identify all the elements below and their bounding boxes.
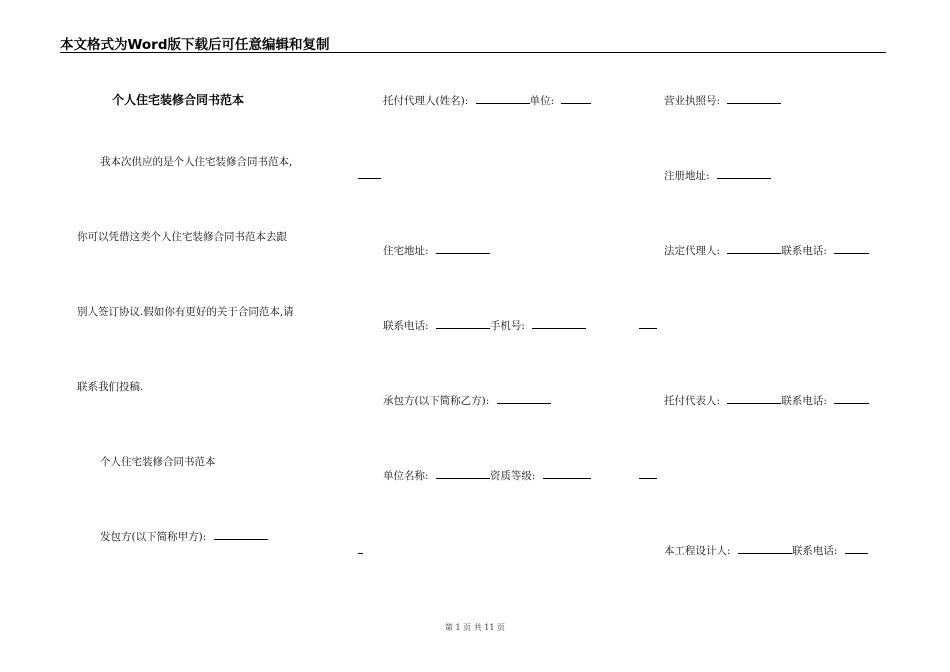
rep-field [664,394,869,408]
grade-label: 资质等级: [489,470,536,482]
reg-address-field [664,169,771,183]
rep-phone-blank [834,394,869,404]
mobile-label: 手机号: [489,320,525,332]
legal-rep-blank [727,244,781,254]
party-a-field [100,530,268,544]
unit-blank [561,94,591,104]
designer-phone-label: 联系电话: [791,545,838,557]
document-header: 本文格式为Word版下载后可任意编辑和复制 [60,37,330,53]
unit-name-field [383,469,591,483]
address-label: 住宅地址: [383,245,429,257]
document-title: 个人住宅装修合同书范本 [112,93,245,107]
intro-line-4: 联系我们投稿. [77,381,144,393]
party-a-label: 发包方(以下简称甲方): [100,531,207,543]
phone-blank [436,319,490,329]
intro-line-1: 我本次供应的是个人住宅装修合同书范本, [100,156,293,168]
rep-label: 托付代表人: [664,395,721,407]
party-a-blank [214,530,268,540]
address-field [383,244,490,258]
legal-rep-field [664,244,869,258]
agent-blank [476,94,530,104]
rep-phone-label: 联系电话: [781,395,827,407]
legal-rep-phone-blank [834,244,869,254]
designer-blank [738,544,792,554]
intro-line-2: 你可以凭借这类个人住宅装修合同书范本去跟 [77,231,287,243]
rep-blank [727,394,781,404]
header-rule [60,52,886,53]
unit-label: 单位: [529,95,555,107]
grade-continuation [639,469,657,483]
mobile-blank [532,319,586,329]
party-a-continuation [358,544,363,558]
reg-address-blank [717,169,771,179]
unit-name-label: 单位名称: [383,470,429,482]
party-b-label: 承包方(以下简称乙方): [383,395,490,407]
legal-rep-phone-label: 联系电话: [781,245,827,257]
reg-address-label: 注册地址: [664,170,710,182]
grade-blank [543,469,591,479]
license-label: 营业执照号: [664,95,721,107]
phone-label: 联系电话: [383,320,429,332]
intro-line-3: 别人签订协议.假如你有更好的关于合同范本,请 [77,306,294,318]
contract-subtitle: 个人住宅装修合同书范本 [100,456,216,468]
page-number: 第 1 页 共 11 页 [445,623,505,632]
party-b-blank [497,394,551,404]
unit-name-blank [436,469,490,479]
address-blank [436,244,490,254]
legal-rep-label: 法定代理人: [664,245,721,257]
agent-line-continuation [358,169,381,183]
party-a-continuation-blank [358,544,363,554]
designer-label: 本工程设计人: [664,545,731,557]
phone-continuation [639,319,657,333]
agent-continuation-blank [358,169,381,179]
agent-label: 托付代理人(姓名): [383,95,469,107]
license-blank [727,94,781,104]
grade-continuation-blank [639,469,657,479]
license-field [664,94,781,108]
phone-field [383,319,586,333]
party-b-field [383,394,551,408]
designer-phone-blank [845,544,868,554]
agent-field [383,94,591,108]
designer-field [664,544,868,558]
phone-continuation-blank [639,319,657,329]
